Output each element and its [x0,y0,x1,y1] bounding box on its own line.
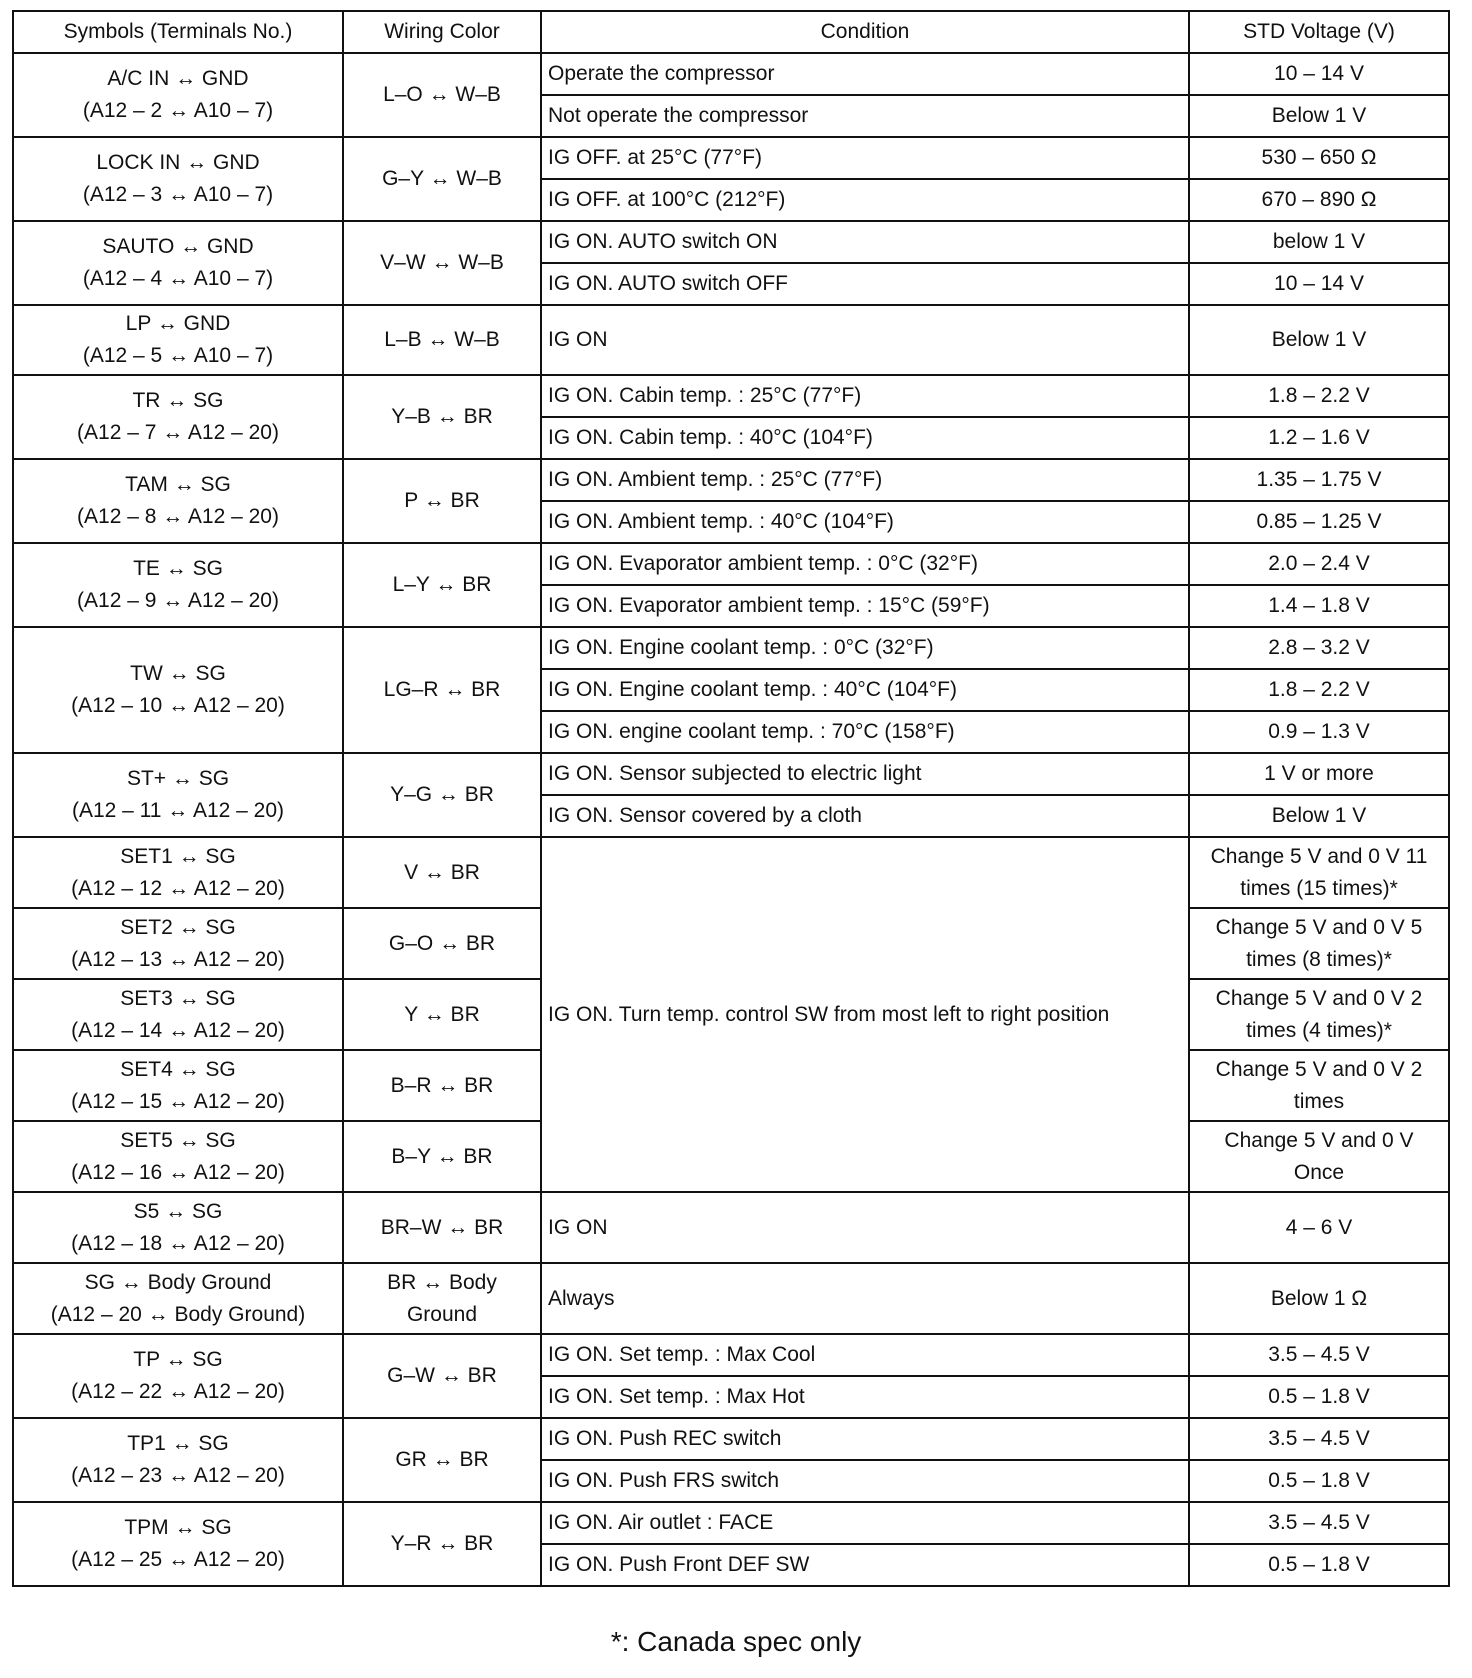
std-voltage-cell [1189,417,1449,459]
std-voltage-cell [1189,908,1449,979]
std-voltage-cell [1189,221,1449,263]
wiring-color-cell: V ↔ BR [343,837,541,908]
condition-cell: IG ON. Evaporator ambient temp. : 0°C (32°F) [541,543,1189,585]
symbol-name: SET2 ↔ SG [120,915,236,939]
wiring-color-cell: GR ↔ BR [343,1418,541,1502]
header-row [13,11,1449,53]
std-voltage-line: 0.5 – 1.8 V [1268,1553,1370,1576]
condition-cell: IG ON. AUTO switch OFF [541,263,1189,305]
std-voltage-line: 1.8 – 2.2 V [1268,384,1370,407]
std-voltage-cell [1189,627,1449,669]
std-voltage-line: 0.85 – 1.25 V [1256,510,1382,533]
terminal-numbers: (A12 – 4 ↔ A10 – 7) [82,267,274,290]
std-voltage-line: Change 5 V and 0 V 5 [1215,915,1423,939]
condition-cell: Not operate the compressor [541,95,1189,137]
symbol-cell [13,459,343,543]
std-voltage-line: 10 – 14 V [1274,272,1364,295]
std-voltage-cell [1189,1544,1449,1586]
symbol-cell [13,627,343,753]
table-row [13,627,1449,669]
symbol-cell [13,1121,343,1192]
std-voltage-cell [1189,305,1449,375]
symbol-cell [13,1418,343,1502]
terminal-numbers: (A12 – 15 ↔ A12 – 20) [71,1089,285,1113]
condition-cell: IG OFF. at 25°C (77°F) [541,137,1189,179]
condition-cell: IG ON. Ambient temp. : 25°C (77°F) [541,459,1189,501]
table-row [13,1192,1449,1263]
symbol-cell [13,1334,343,1418]
symbol-cell [13,53,343,137]
std-voltage-line: 3.5 – 4.5 V [1268,1511,1370,1534]
symbol-name: LP ↔ GND [125,312,231,335]
header-std-voltage: STD Voltage (V) [1189,11,1449,53]
std-voltage-line: 1.4 – 1.8 V [1268,594,1370,617]
table-row [13,375,1449,417]
condition-cell: IG ON. Engine coolant temp. : 40°C (104°F) [541,669,1189,711]
terminal-numbers: (A12 – 7 ↔ A12 – 20) [77,421,279,444]
symbol-name: SET4 ↔ SG [120,1057,236,1081]
wiring-color-cell: L–Y ↔ BR [343,543,541,627]
terminal-numbers: (A12 – 20 ↔ Body Ground) [50,1302,306,1326]
symbol-name: A/C IN ↔ GND [107,67,249,90]
symbol-cell [13,979,343,1050]
symbol-name: SET1 ↔ SG [120,844,236,868]
wiring-color-cell: B–R ↔ BR [343,1050,541,1121]
symbol-cell [13,221,343,305]
std-voltage-cell [1189,837,1449,908]
std-voltage-cell [1189,1263,1449,1334]
symbol-cell [13,837,343,908]
table-row [13,1502,1449,1544]
std-voltage-line: Below 1 Ω [1270,1286,1368,1310]
table-row [13,459,1449,501]
table-body [13,53,1449,1586]
condition-cell: IG ON. Push Front DEF SW [541,1544,1189,1586]
symbol-name: S5 ↔ SG [133,1199,223,1223]
wiring-color-cell: Y ↔ BR [343,979,541,1050]
terminal-numbers: (A12 – 12 ↔ A12 – 20) [71,876,285,900]
condition-cell: Always [541,1263,1189,1334]
std-voltage-cell [1189,501,1449,543]
terminal-numbers: (A12 – 2 ↔ A10 – 7) [82,99,274,122]
std-voltage-line: 0.9 – 1.3 V [1268,720,1370,743]
symbol-name: TP1 ↔ SG [127,1432,229,1455]
symbol-name: TW ↔ SG [130,662,226,685]
std-voltage-line: 2.8 – 3.2 V [1268,636,1370,659]
std-voltage-cell [1189,669,1449,711]
condition-cell: IG ON [541,305,1189,375]
terminal-numbers: (A12 – 16 ↔ A12 – 20) [71,1160,285,1184]
std-voltage-line: times (8 times)* [1246,947,1392,971]
std-voltage-cell [1189,179,1449,221]
symbol-cell [13,305,343,375]
wiring-color-cell: BR ↔ Body Ground [343,1263,541,1334]
wiring-color-cell: P ↔ BR [343,459,541,543]
std-voltage-line: 1.35 – 1.75 V [1256,468,1382,491]
std-voltage-cell [1189,1334,1449,1376]
std-voltage-line: 0.5 – 1.8 V [1268,1385,1370,1408]
table-row [13,137,1449,179]
symbol-cell [13,137,343,221]
std-voltage-cell [1189,53,1449,95]
std-voltage-line: Change 5 V and 0 V 2 [1215,986,1423,1010]
wiring-color-cell: B–Y ↔ BR [343,1121,541,1192]
symbol-cell [13,753,343,837]
symbol-name: ST+ ↔ SG [126,767,230,790]
std-voltage-cell [1189,263,1449,305]
symbol-cell [13,908,343,979]
std-voltage-line: 1.2 – 1.6 V [1268,426,1370,449]
wiring-color-cell: G–W ↔ BR [343,1334,541,1418]
std-voltage-cell [1189,459,1449,501]
table-row [13,1418,1449,1460]
wiring-color-cell: V–W ↔ W–B [343,221,541,305]
footnote: *: Canada spec only [610,1626,862,1657]
std-voltage-cell [1189,137,1449,179]
table-row [13,221,1449,263]
condition-cell: Operate the compressor [541,53,1189,95]
std-voltage-line: 530 – 650 Ω [1261,146,1377,169]
condition-cell: IG ON. Engine coolant temp. : 0°C (32°F) [541,627,1189,669]
symbol-cell [13,375,343,459]
terminal-numbers: (A12 – 10 ↔ A12 – 20) [71,694,285,717]
std-voltage-line: times (15 times)* [1240,876,1398,900]
symbol-name: SAUTO ↔ GND [102,235,254,258]
condition-cell: IG OFF. at 100°C (212°F) [541,179,1189,221]
wiring-color-cell: Y–R ↔ BR [343,1502,541,1586]
std-voltage-line: 1.8 – 2.2 V [1268,678,1370,701]
std-voltage-cell [1189,1502,1449,1544]
std-voltage-line: times (4 times)* [1246,1018,1392,1042]
condition-cell: IG ON. engine coolant temp. : 70°C (158°F) [541,711,1189,753]
wiring-color-cell: L–B ↔ W–B [343,305,541,375]
std-voltage-line: 3.5 – 4.5 V [1268,1427,1370,1450]
terminal-numbers: (A12 – 8 ↔ A12 – 20) [77,505,279,528]
symbol-name: SET5 ↔ SG [120,1128,236,1152]
table-row [13,1263,1449,1334]
condition-cell: IG ON. Push FRS switch [541,1460,1189,1502]
terminal-numbers: (A12 – 13 ↔ A12 – 20) [71,947,285,971]
terminal-numbers: (A12 – 18 ↔ A12 – 20) [71,1231,285,1255]
std-voltage-line: 10 – 14 V [1274,62,1364,85]
symbol-cell [13,1192,343,1263]
condition-cell: IG ON. Air outlet : FACE [541,1502,1189,1544]
condition-cell: IG ON [541,1192,1189,1263]
symbol-name: TP ↔ SG [133,1348,223,1371]
std-voltage-cell [1189,979,1449,1050]
std-voltage-line: 4 – 6 V [1285,1215,1353,1239]
wiring-color-cell: LG–R ↔ BR [343,627,541,753]
symbol-name: TR ↔ SG [132,389,224,412]
std-voltage-cell [1189,95,1449,137]
table-row [13,753,1449,795]
symbol-name: LOCK IN ↔ GND [96,151,260,174]
header-wiring-color: Wiring Color [343,11,541,53]
condition-cell: IG ON. Ambient temp. : 40°C (104°F) [541,501,1189,543]
terminal-numbers: (A12 – 3 ↔ A10 – 7) [82,183,274,206]
std-voltage-cell [1189,1121,1449,1192]
terminal-numbers: (A12 – 25 ↔ A12 – 20) [71,1548,285,1571]
std-voltage-cell [1189,1192,1449,1263]
condition-cell: IG ON. Set temp. : Max Hot [541,1376,1189,1418]
condition-cell: IG ON. Sensor subjected to electric light [541,753,1189,795]
terminal-numbers: (A12 – 5 ↔ A10 – 7) [82,344,274,367]
std-voltage-cell [1189,1376,1449,1418]
terminal-numbers: (A12 – 9 ↔ A12 – 20) [77,589,279,612]
std-voltage-cell [1189,711,1449,753]
std-voltage-line: 2.0 – 2.4 V [1268,552,1370,575]
table-row [13,305,1449,375]
table-row [13,837,1449,908]
std-voltage-cell [1189,1460,1449,1502]
condition-cell: IG ON. Sensor covered by a cloth [541,795,1189,837]
std-voltage-cell [1189,543,1449,585]
std-voltage-cell [1189,1050,1449,1121]
wiring-color-cell: Y–G ↔ BR [343,753,541,837]
std-voltage-line: Below 1 V [1271,804,1367,827]
terminal-voltage-table [12,10,1450,1587]
std-voltage-line: Below 1 V [1271,104,1367,127]
std-voltage-line: 3.5 – 4.5 V [1268,1343,1370,1366]
condition-cell: IG ON. Evaporator ambient temp. : 15°C (59°F) [541,585,1189,627]
wiring-color-cell: G–Y ↔ W–B [343,137,541,221]
std-voltage-line: Change 5 V and 0 V [1224,1128,1414,1152]
table-row [13,53,1449,95]
std-voltage-cell [1189,795,1449,837]
std-voltage-line: 1 V or more [1264,762,1374,785]
wiring-color-cell: BR–W ↔ BR [343,1192,541,1263]
condition-cell: IG ON. Cabin temp. : 25°C (77°F) [541,375,1189,417]
std-voltage-line: 670 – 890 Ω [1261,188,1377,211]
std-voltage-cell [1189,375,1449,417]
condition-cell: IG ON. Set temp. : Max Cool [541,1334,1189,1376]
symbol-name: TE ↔ SG [133,557,223,580]
symbol-cell [13,1502,343,1586]
condition-cell: IG ON. AUTO switch ON [541,221,1189,263]
std-voltage-cell [1189,1418,1449,1460]
condition-cell: IG ON. Push REC switch [541,1418,1189,1460]
std-voltage-line: times [1293,1089,1345,1113]
condition-cell: IG ON. Cabin temp. : 40°C (104°F) [541,417,1189,459]
symbol-name: SG ↔ Body Ground [84,1270,272,1294]
std-voltage-line: Below 1 V [1271,328,1367,351]
std-voltage-cell [1189,585,1449,627]
std-voltage-line: Change 5 V and 0 V 2 [1215,1057,1423,1081]
terminal-numbers: (A12 – 14 ↔ A12 – 20) [71,1018,285,1042]
header-condition: Condition [541,11,1189,53]
symbol-name: SET3 ↔ SG [120,986,236,1010]
symbol-cell [13,1263,343,1334]
std-voltage-cell [1189,753,1449,795]
std-voltage-line: below 1 V [1272,230,1366,253]
terminal-numbers: (A12 – 22 ↔ A12 – 20) [71,1380,285,1403]
header-symbols: Symbols (Terminals No.) [13,11,343,53]
symbol-name: TAM ↔ SG [125,473,231,496]
symbol-cell [13,1050,343,1121]
condition-cell: IG ON. Turn temp. control SW from most left to right position [541,837,1189,1192]
symbol-cell [13,543,343,627]
symbol-name: TPM ↔ SG [124,1516,232,1539]
terminal-numbers: (A12 – 11 ↔ A12 – 20) [71,799,285,822]
std-voltage-line: Change 5 V and 0 V 11 [1210,844,1428,868]
std-voltage-line: Once [1293,1160,1345,1184]
wiring-color-cell: Y–B ↔ BR [343,375,541,459]
wiring-color-cell: L–O ↔ W–B [343,53,541,137]
table-row [13,1334,1449,1376]
wiring-color-cell: G–O ↔ BR [343,908,541,979]
table-row [13,543,1449,585]
terminal-numbers: (A12 – 23 ↔ A12 – 20) [71,1464,285,1487]
std-voltage-line: 0.5 – 1.8 V [1268,1469,1370,1492]
